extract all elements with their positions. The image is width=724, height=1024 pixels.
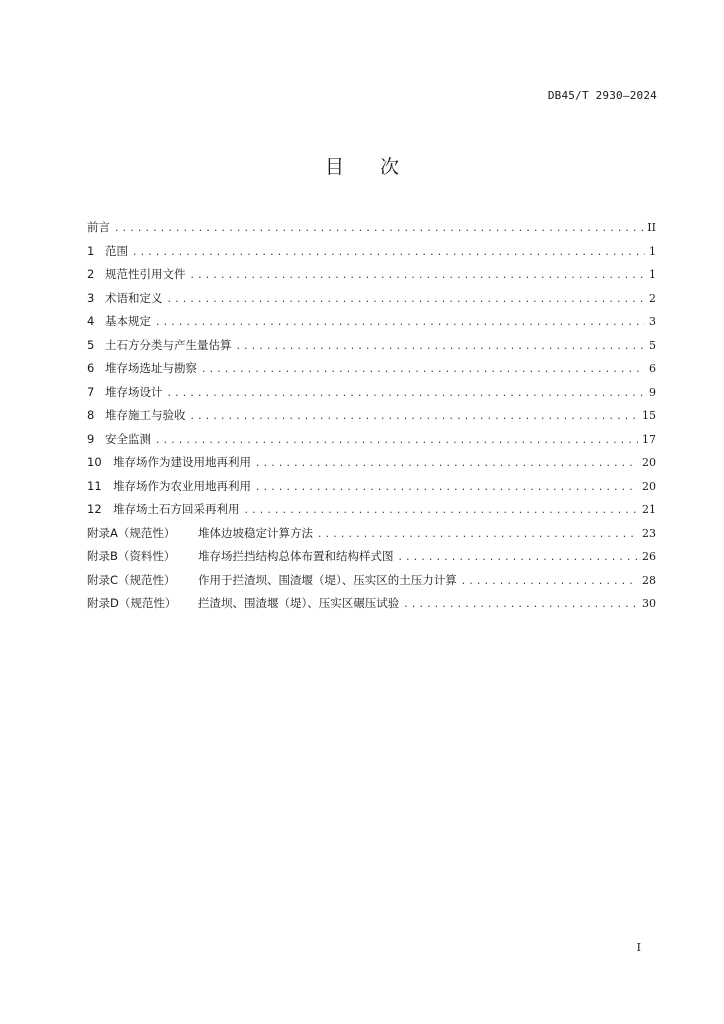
- toc-entry-title: 前言: [87, 220, 110, 234]
- toc-entry-9[interactable]: [87, 428, 656, 452]
- toc-entry-number: 6: [87, 361, 95, 375]
- toc-leader-dots: [155, 312, 645, 336]
- toc-entry-page: 26: [642, 550, 656, 563]
- toc-entry-title: 安全监测: [105, 431, 151, 446]
- toc-entry-title: 堆存场作为建设用地再利用: [113, 455, 251, 469]
- toc-leader-dots: [155, 430, 638, 454]
- toc-entry-title: 作用于拦渣坝、围渣堰（堤）、压实区的土压力计算: [198, 572, 457, 587]
- toc-entry-label: [87, 310, 151, 334]
- toc-entry-5[interactable]: [87, 334, 656, 358]
- toc-entry-label: [87, 569, 457, 593]
- toc-entry-7[interactable]: [87, 381, 656, 405]
- toc-entry-8[interactable]: [87, 404, 656, 428]
- toc-entry-page: 2: [649, 291, 656, 305]
- toc-entry-page: 3: [649, 315, 656, 328]
- title-char-2: 次: [380, 156, 400, 178]
- toc-entry-page: 20: [642, 479, 656, 493]
- toc-entry-page: 15: [642, 409, 656, 422]
- toc-entry-page: 1: [649, 268, 656, 281]
- toc-leader-dots: [461, 571, 638, 595]
- toc-entry-4[interactable]: [87, 310, 656, 334]
- toc-leader-dots: [236, 336, 646, 360]
- toc-entry-label: [87, 592, 399, 616]
- toc-entry-preface[interactable]: [87, 216, 656, 240]
- toc-entry-title: 堆体边坡稳定计算方法: [198, 525, 313, 540]
- toc-leader-dots: [403, 594, 638, 618]
- toc-entry-label: [87, 334, 232, 358]
- page-number: I: [636, 941, 641, 954]
- toc-entry-page: 21: [642, 503, 656, 516]
- toc-entry-annex-b[interactable]: [87, 545, 656, 569]
- toc-entry-6[interactable]: [87, 357, 656, 381]
- toc-entry-label: [87, 451, 251, 475]
- toc-entry-number: 5: [87, 337, 95, 352]
- toc-entry-page: 17: [642, 432, 656, 446]
- document-code: DB45/T 2930—2024: [547, 89, 657, 102]
- toc-annex-type: 附录B（资料性）: [87, 549, 176, 563]
- toc-entry-page: 1: [649, 244, 656, 258]
- toc-leader-dots: [190, 406, 639, 430]
- toc-leader-dots: [398, 547, 639, 571]
- toc-entry-page: 20: [642, 456, 656, 469]
- toc-entry-label: [87, 216, 110, 240]
- toc-entry-page: 30: [642, 597, 656, 610]
- toc-entry-label: [87, 428, 151, 452]
- toc-entry-3[interactable]: [87, 287, 656, 311]
- toc-entry-label: [87, 404, 186, 428]
- toc-entry-number: 2: [87, 267, 95, 281]
- title-char-1: 目: [324, 156, 344, 178]
- toc-leader-dots: [132, 242, 645, 266]
- toc-entry-12[interactable]: [87, 498, 656, 522]
- toc-leader-dots: [190, 265, 646, 289]
- toc-entry-title: 术语和定义: [105, 290, 163, 305]
- toc-entry-number: 3: [87, 290, 95, 305]
- toc-entry-title: 堆存场土石方回采再利用: [113, 502, 240, 516]
- toc-entry-label: [87, 498, 240, 522]
- toc-entry-number: 1: [87, 243, 95, 258]
- toc-entry-page: 28: [642, 573, 656, 587]
- toc-leader-dots: [255, 477, 638, 501]
- toc-entry-label: [87, 522, 313, 546]
- toc-entry-annex-a[interactable]: [87, 522, 656, 546]
- toc-entry-number: 11: [87, 478, 102, 493]
- toc-entry-page: 9: [649, 385, 656, 399]
- toc-entry-label: [87, 381, 163, 405]
- toc-entry-title: 规范性引用文件: [105, 267, 186, 281]
- toc-entry-annex-c[interactable]: [87, 569, 656, 593]
- toc-entry-11[interactable]: [87, 475, 656, 499]
- toc-entry-annex-d[interactable]: [87, 592, 656, 616]
- toc-leader-dots: [114, 218, 643, 242]
- toc-entry-label: [87, 475, 251, 499]
- toc-entry-page: 23: [642, 526, 656, 540]
- toc-entry-number: 9: [87, 431, 95, 446]
- toc-leader-dots: [244, 500, 639, 524]
- toc-entry-number: 12: [87, 502, 102, 516]
- toc-entry-title: 堆存施工与验收: [105, 408, 186, 422]
- toc-entry-number: 7: [87, 384, 95, 399]
- toc-leader-dots: [201, 359, 645, 383]
- toc-entry-title: 拦渣坝、围渣堰（堤）、压实区碾压试验: [198, 596, 400, 610]
- toc-entry-label: [87, 240, 128, 264]
- toc-leader-dots: [255, 453, 638, 477]
- toc-leader-dots: [167, 383, 646, 407]
- toc-entry-title: 堆存场拦挡结构总体布置和结构样式图: [198, 549, 394, 563]
- toc-entry-title: 土石方分类与产生量估算: [105, 337, 232, 352]
- toc-entry-title: 堆存场设计: [105, 384, 163, 399]
- toc-entry-title: 堆存场选址与勘察: [105, 361, 197, 375]
- toc-entry-10[interactable]: [87, 451, 656, 475]
- toc-entry-label: [87, 545, 394, 569]
- toc-entry-page: II: [647, 221, 656, 234]
- toc-entry-page: 6: [649, 362, 656, 375]
- toc-leader-dots: [317, 524, 638, 548]
- toc-entry-1[interactable]: [87, 240, 656, 264]
- toc-entry-number: 4: [87, 314, 95, 328]
- toc-entry-page: 5: [649, 338, 656, 352]
- toc-annex-type: 附录D（规范性）: [87, 596, 177, 610]
- page-title: [0, 152, 724, 179]
- toc-entry-title: 基本规定: [105, 314, 151, 328]
- toc-annex-type: 附录C（规范性）: [87, 572, 176, 587]
- toc-entry-label: [87, 287, 163, 311]
- toc-entry-2[interactable]: [87, 263, 656, 287]
- toc-entry-title: 堆存场作为农业用地再利用: [113, 478, 251, 493]
- toc-entry-title: 范围: [105, 243, 128, 258]
- table-of-contents: [87, 216, 656, 616]
- toc-entry-number: 8: [87, 408, 95, 422]
- toc-annex-type: 附录A（规范性）: [87, 525, 176, 540]
- toc-entry-number: 10: [87, 455, 102, 469]
- toc-entry-label: [87, 357, 197, 381]
- toc-leader-dots: [167, 289, 646, 313]
- toc-entry-label: [87, 263, 186, 287]
